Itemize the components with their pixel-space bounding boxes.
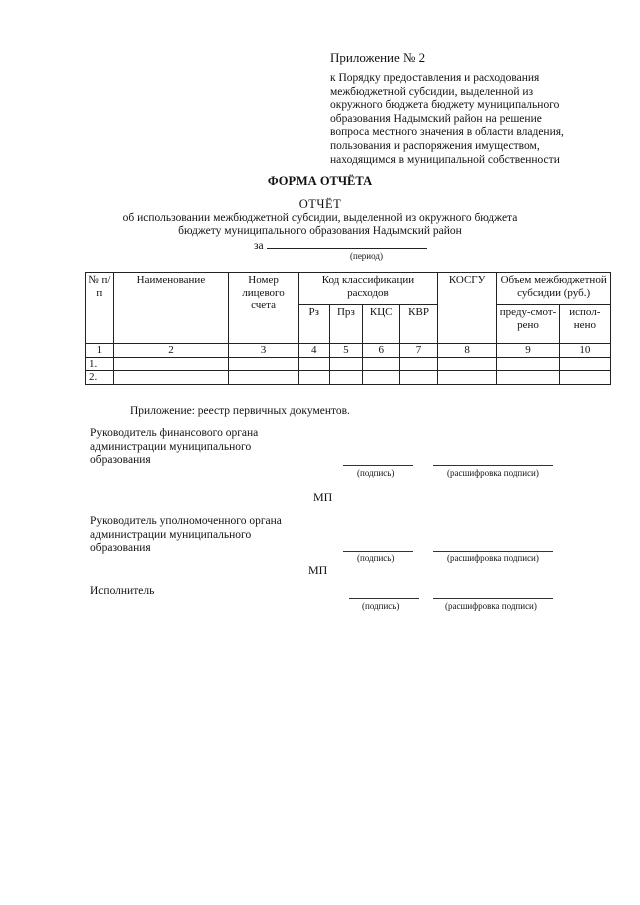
report-subtitle-line: бюджету муниципального образования Надымский район [178, 225, 462, 237]
column-number: 10 [559, 344, 610, 358]
report-table [85, 272, 611, 385]
table-cell[interactable] [329, 371, 363, 385]
decode-line[interactable] [433, 465, 553, 466]
column-number: 7 [400, 344, 438, 358]
table-cell[interactable] [363, 371, 400, 385]
table-cell[interactable] [113, 371, 229, 385]
column-number: 2 [113, 344, 229, 358]
header-kvr: КВР [400, 305, 438, 344]
header-executed: испол-нено [559, 305, 610, 344]
appendix-line: вопроса местного значения в области владения, [330, 126, 564, 139]
header-prz: Прз [329, 305, 363, 344]
decode-line[interactable] [433, 598, 553, 599]
decode-caption: (расшифровка подписи) [445, 601, 537, 611]
attachment-note: Приложение: реестр первичных документов. [130, 405, 350, 417]
header-classification: Код классификации расходов [298, 273, 437, 305]
row-number: 2. [86, 371, 114, 385]
period-prefix: за [254, 240, 264, 252]
report-title: ОТЧЁТ [298, 197, 342, 211]
table-row [86, 371, 611, 385]
authorized-head-label [90, 515, 320, 556]
form-title: ФОРМА ОТЧЁТА [267, 174, 373, 188]
table-cell[interactable] [229, 371, 299, 385]
header-planned: преду-смот-рено [497, 305, 559, 344]
column-number: 9 [497, 344, 559, 358]
period-row [254, 238, 427, 252]
authorized-head-line: администрации муниципального [90, 528, 252, 541]
authorized-head-line: образования [90, 542, 151, 554]
decode-caption: (расшифровка подписи) [447, 553, 539, 563]
column-number: 8 [437, 344, 496, 358]
signature-line[interactable] [349, 598, 419, 599]
finance-head-line: образования [90, 454, 151, 466]
table-cell[interactable] [437, 357, 496, 371]
column-number: 5 [329, 344, 363, 358]
period-caption: (период) [350, 251, 383, 261]
table-cell[interactable] [329, 357, 363, 371]
table-cell[interactable] [298, 357, 329, 371]
appendix-line: к Порядку предоставления и расходования [330, 72, 540, 84]
table-cell[interactable] [113, 357, 229, 371]
appendix-line: межбюджетной субсидии, выделенной из [330, 85, 534, 98]
signature-caption: (подпись) [362, 601, 400, 611]
signature-caption: (подпись) [357, 468, 395, 478]
signature-line[interactable] [343, 551, 413, 552]
table-row [86, 357, 611, 371]
table-cell[interactable] [437, 371, 496, 385]
header-kcs: КЦС [363, 305, 400, 344]
decode-caption: (расшифровка подписи) [447, 468, 539, 478]
stamp-place: МП [308, 563, 328, 577]
finance-head-line: администрации муниципального [90, 440, 252, 453]
header-rz: Рз [298, 305, 329, 344]
signature-line[interactable] [343, 465, 413, 466]
signature-caption: (подпись) [357, 553, 395, 563]
header-kosgu: КОСГУ [437, 273, 496, 344]
finance-head-line: Руководитель финансового органа [90, 427, 259, 439]
column-number: 1 [86, 344, 114, 358]
table-cell[interactable] [400, 371, 438, 385]
appendix-line: пользования и распоряжения имуществом, [330, 139, 540, 152]
header-num: № п/п [86, 273, 114, 344]
header-name: Наименование [113, 273, 229, 344]
appendix-text [330, 72, 610, 167]
appendix-title: Приложение № 2 [330, 50, 426, 65]
column-numbers-row [86, 344, 611, 358]
table-cell[interactable] [559, 357, 610, 371]
row-number: 1. [86, 357, 114, 371]
table-cell[interactable] [400, 357, 438, 371]
finance-head-label [90, 427, 320, 468]
authorized-head-line: Руководитель уполномоченного органа [90, 515, 282, 527]
appendix-line: образования Надымский район на решение [330, 112, 542, 125]
table-cell[interactable] [497, 357, 559, 371]
table-cell[interactable] [497, 371, 559, 385]
period-input-line[interactable] [267, 238, 427, 249]
column-number: 4 [298, 344, 329, 358]
header-account: Номер лицевого счета [229, 273, 299, 344]
header-volume: Объем межбюджетной субсидии (руб.) [497, 273, 611, 305]
column-number: 3 [229, 344, 299, 358]
table-cell[interactable] [229, 357, 299, 371]
table-cell[interactable] [298, 371, 329, 385]
table-cell[interactable] [559, 371, 610, 385]
column-number: 6 [363, 344, 400, 358]
appendix-line: находящимся в муниципальной собственности [330, 153, 560, 166]
stamp-place: МП [313, 490, 333, 504]
report-subtitle-line: об использовании межбюджетной субсидии, выделенной из окружного бюджета [122, 212, 518, 224]
appendix-line: окружного бюджета бюджету муниципального [330, 99, 560, 112]
decode-line[interactable] [433, 551, 553, 552]
report-subtitle [60, 212, 580, 238]
table-cell[interactable] [363, 357, 400, 371]
executor-label: Исполнитель [90, 585, 155, 597]
